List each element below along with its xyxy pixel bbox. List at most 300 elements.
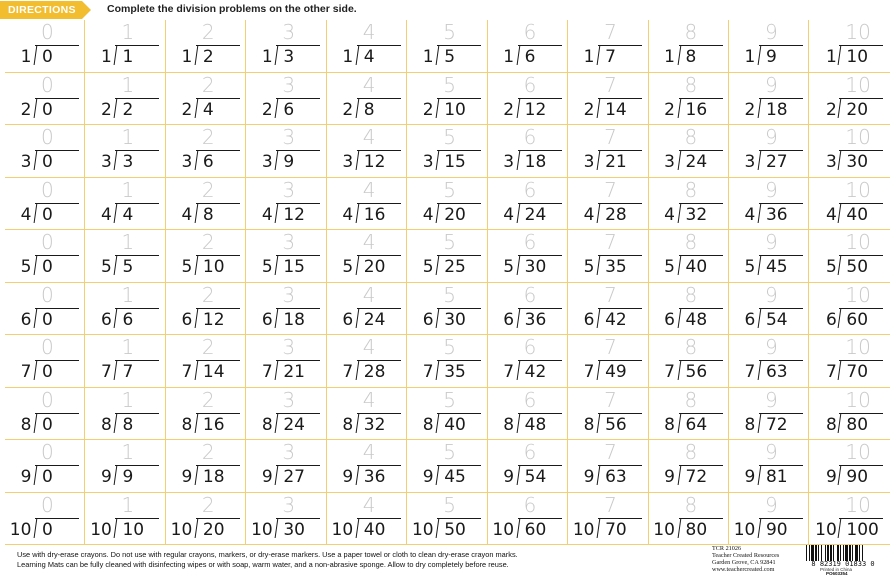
division-bar: [35, 98, 79, 99]
divisor: 3: [503, 152, 515, 172]
division-problem: [729, 230, 809, 283]
divisor: 4: [101, 204, 112, 225]
division-bar: [115, 308, 159, 309]
quotient-guide: 7: [604, 440, 617, 464]
divisor: 9: [20, 467, 32, 487]
dividend: 8: [122, 414, 134, 435]
divisor: 1: [422, 47, 434, 67]
divisor: 4: [825, 204, 837, 225]
quotient-guide: 4: [362, 230, 376, 254]
division-problem: [85, 283, 165, 336]
divisor: 7: [181, 362, 193, 382]
directions-tag: DIRECTIONS: [0, 1, 82, 19]
division-bar: [598, 255, 642, 256]
quotient-guide: 3: [282, 230, 296, 254]
division-problem: [85, 73, 165, 126]
barcode-number: 8 82319 01833 0: [811, 560, 875, 568]
division-problem: [809, 388, 889, 441]
division-bar: [437, 308, 481, 309]
division-bar: [518, 518, 562, 519]
dividend: 8: [685, 47, 697, 67]
dividend: 21: [283, 362, 305, 382]
quotient-guide: 1: [121, 125, 135, 149]
divisor: 6: [503, 309, 515, 330]
quotient-guide: 2: [201, 440, 215, 464]
division-problem: [166, 440, 246, 493]
division-bar: [357, 308, 401, 309]
division-bar: [35, 465, 79, 466]
dividend: 4: [202, 99, 214, 120]
divisor: 3: [181, 152, 193, 172]
divisor: 6: [101, 309, 112, 330]
division-bar: [839, 465, 883, 466]
division-problem: [568, 20, 648, 73]
division-bar: [35, 360, 79, 361]
dividend: 45: [444, 467, 466, 487]
quotient-guide: 0: [41, 282, 54, 307]
dividend: 70: [605, 519, 627, 540]
division-bar: [759, 255, 803, 256]
divisor: 5: [181, 257, 193, 277]
quotient-guide: 2: [201, 335, 215, 359]
division-bar: [839, 308, 883, 309]
division-bar: [518, 203, 562, 204]
dividend: 6: [122, 309, 134, 330]
care-line-2: Learning Mats can be fully cleaned with disinfecting wipes or with soap, warm water, and a non-abrasive sponge. Allow to dry completely before reuse.: [17, 559, 509, 569]
dividend: 28: [363, 362, 386, 382]
divisor: 9: [583, 467, 595, 487]
quotient-guide: 7: [604, 335, 617, 359]
division-problem: [246, 335, 326, 388]
divisor: 1: [261, 47, 273, 67]
division-bar: [759, 45, 803, 46]
dividend: 50: [846, 257, 869, 277]
care-line-1: Use with dry-erase crayons. Do not use with regular crayons, markers, or dry-erase markers. Use a paper towel or cloth to clean dry-erase crayon marks.: [17, 550, 518, 559]
division-bar: [35, 413, 79, 414]
divisor: 9: [503, 467, 515, 487]
divisor: 6: [20, 309, 32, 330]
division-bar: [679, 518, 723, 519]
quotient-guide: 6: [523, 72, 537, 97]
division-bar: [437, 413, 481, 414]
divisor: 8: [342, 414, 354, 435]
divisor: 8: [101, 414, 112, 435]
division-bar: [35, 150, 79, 151]
dividend: 90: [765, 519, 788, 540]
dividend: 18: [202, 467, 225, 487]
divisor: 7: [503, 362, 515, 382]
division-bar: [839, 98, 883, 99]
publisher-site: www.teachercreated.com: [712, 566, 775, 573]
divisor: 6: [744, 309, 756, 330]
dividend: 48: [685, 309, 708, 330]
division-problem: [809, 440, 889, 493]
quotient-guide: 8: [684, 230, 698, 254]
division-bar: [437, 45, 481, 46]
dividend: 28: [605, 204, 627, 225]
dividend: 80: [846, 414, 869, 435]
division-problem: [5, 388, 85, 441]
divisor: 6: [583, 309, 595, 330]
division-problem: [407, 73, 487, 126]
division-problem: [166, 388, 246, 441]
division-bar: [357, 203, 401, 204]
division-problem: [568, 230, 648, 283]
divisor: 5: [825, 257, 837, 277]
division-bar: [115, 203, 159, 204]
quotient-guide: 10: [845, 230, 871, 254]
divisor: 7: [744, 362, 756, 382]
division-problem: [5, 335, 85, 388]
dividend: 0: [42, 257, 53, 277]
quotient-guide: 0: [41, 72, 54, 97]
dividend: 1: [122, 47, 134, 67]
division-problem: [568, 73, 648, 126]
division-problem: [488, 335, 568, 388]
quotient-guide: 0: [41, 230, 54, 254]
dividend: 0: [42, 204, 53, 225]
quotient-guide: 5: [443, 335, 456, 359]
division-problem: [246, 493, 326, 546]
division-problem: [85, 440, 165, 493]
division-bar: [598, 308, 642, 309]
divisor: 8: [181, 414, 193, 435]
dividend: 32: [363, 414, 386, 435]
division-bar: [437, 360, 481, 361]
division-problem: [327, 388, 407, 441]
divisor: 4: [664, 204, 675, 225]
division-problem: [809, 178, 889, 231]
divisor: 1: [503, 47, 515, 67]
dividend: 48: [524, 414, 547, 435]
division-bar: [598, 98, 642, 99]
divisor: 6: [825, 309, 837, 330]
dividend: 27: [283, 467, 305, 487]
division-bar: [839, 150, 883, 151]
division-problem: [729, 283, 809, 336]
division-problem: [85, 388, 165, 441]
dividend: 9: [283, 152, 295, 172]
divisor: 7: [583, 362, 595, 382]
division-bar: [276, 98, 320, 99]
quotient-guide: 8: [684, 72, 698, 97]
quotient-guide: 5: [443, 282, 456, 307]
division-bar: [759, 413, 803, 414]
quotient-guide: 7: [604, 125, 617, 149]
quotient-guide: 2: [201, 230, 215, 254]
division-bar: [759, 360, 803, 361]
dividend: 20: [846, 99, 869, 120]
division-bar: [759, 203, 803, 204]
quotient-guide: 1: [121, 335, 135, 359]
quotient-guide: 7: [604, 230, 617, 254]
division-problem: [5, 178, 85, 231]
quotient-guide: 3: [282, 440, 296, 464]
quotient-guide: 5: [443, 72, 456, 97]
division-bar: [518, 150, 562, 151]
division-problem: [327, 73, 407, 126]
quotient-guide: 10: [845, 125, 871, 149]
division-problem: [327, 125, 407, 178]
dividend: 36: [765, 204, 788, 225]
quotient-guide: 0: [41, 335, 54, 359]
divisor: 10: [251, 519, 273, 540]
quotient-guide: 8: [684, 335, 698, 359]
division-problem: [649, 125, 729, 178]
division-bar: [196, 203, 240, 204]
division-problem: [488, 283, 568, 336]
division-problem: [327, 440, 407, 493]
division-bar: [598, 150, 642, 151]
dividend: 15: [283, 257, 305, 277]
quotient-guide: 7: [604, 177, 617, 202]
dividend: 40: [846, 204, 869, 225]
division-problem: [246, 20, 326, 73]
divisor: 9: [664, 467, 675, 487]
division-problem: [166, 73, 246, 126]
dividend: 0: [42, 47, 53, 67]
division-problem: [729, 493, 809, 546]
quotient-guide: 3: [282, 282, 296, 307]
divisor: 8: [261, 414, 273, 435]
dividend: 16: [685, 99, 708, 120]
division-bar: [598, 413, 642, 414]
division-bar: [518, 255, 562, 256]
divisor: 8: [583, 414, 595, 435]
publisher-info: [712, 545, 779, 573]
quotient-guide: 6: [523, 20, 537, 44]
division-problem: [246, 230, 326, 283]
dividend: 49: [605, 362, 627, 382]
dividend: 35: [444, 362, 466, 382]
dividend: 24: [283, 414, 305, 435]
divisor: 6: [664, 309, 675, 330]
quotient-guide: 7: [604, 20, 617, 44]
divisor: 10: [170, 519, 193, 540]
divisor: 10: [572, 519, 595, 540]
divisor: 3: [342, 152, 354, 172]
quotient-guide: 2: [201, 492, 215, 517]
division-bar: [598, 518, 642, 519]
quotient-guide: 6: [523, 177, 537, 202]
quotient-guide: 10: [845, 20, 871, 44]
quotient-guide: 3: [282, 125, 296, 149]
division-problem: [649, 388, 729, 441]
quotient-guide: 10: [845, 282, 871, 307]
quotient-guide: 5: [443, 125, 456, 149]
division-bar: [196, 98, 240, 99]
division-bar: [276, 413, 320, 414]
dividend: 4: [122, 204, 134, 225]
divisor: 5: [342, 257, 354, 277]
quotient-guide: 1: [121, 387, 135, 412]
division-bar: [276, 203, 320, 204]
quotient-guide: 9: [764, 177, 778, 202]
quotient-guide: 4: [362, 440, 376, 464]
quotient-guide: 6: [523, 230, 537, 254]
divisor: 2: [342, 99, 354, 120]
quotient-guide: 3: [282, 387, 296, 412]
division-bar: [759, 308, 803, 309]
division-bar: [115, 45, 159, 46]
dividend: 0: [42, 414, 53, 435]
division-problem: [649, 20, 729, 73]
divisor: 4: [744, 204, 756, 225]
dividend: 42: [524, 362, 547, 382]
dividend: 30: [846, 152, 869, 172]
division-bar: [839, 413, 883, 414]
quotient-guide: 3: [282, 492, 296, 517]
division-problem: [5, 20, 85, 73]
division-problem: [5, 440, 85, 493]
quotient-guide: 1: [121, 230, 135, 254]
division-bar: [196, 360, 240, 361]
quotient-guide: 9: [764, 440, 778, 464]
divisor: 10: [9, 519, 32, 540]
division-problem: [246, 283, 326, 336]
division-problem: [729, 440, 809, 493]
division-bar: [115, 360, 159, 361]
quotient-guide: 3: [282, 72, 296, 97]
dividend: 16: [202, 414, 225, 435]
division-problem: [729, 335, 809, 388]
divisor: 1: [20, 47, 32, 67]
divisor: 9: [422, 467, 434, 487]
quotient-guide: 8: [684, 20, 698, 44]
division-problem: [246, 178, 326, 231]
divisor: 10: [331, 519, 354, 540]
divisor: 5: [503, 257, 515, 277]
quotient-guide: 10: [845, 492, 871, 517]
divisor: 9: [744, 467, 756, 487]
division-bar: [437, 98, 481, 99]
divisor: 7: [825, 362, 837, 382]
division-bar: [35, 203, 79, 204]
division-bar: [679, 308, 723, 309]
divisor: 1: [101, 47, 112, 67]
division-problem: [166, 493, 246, 546]
quotient-guide: 9: [764, 335, 778, 359]
divisor: 1: [583, 47, 595, 67]
division-problem: [649, 230, 729, 283]
division-problem: [729, 73, 809, 126]
division-bar: [518, 413, 562, 414]
divisor: 6: [261, 309, 273, 330]
dividend: 63: [765, 362, 788, 382]
division-bar: [518, 98, 562, 99]
division-problem: [568, 335, 648, 388]
division-problem: [809, 283, 889, 336]
division-bar: [518, 45, 562, 46]
quotient-guide: 6: [523, 387, 537, 412]
dividend: 4: [363, 47, 375, 67]
dividend: 70: [846, 362, 869, 382]
division-problem: [809, 20, 889, 73]
divisor: 8: [422, 414, 434, 435]
division-problem: [488, 20, 568, 73]
division-problem: [246, 125, 326, 178]
division-problem: [809, 493, 889, 546]
divisor: 2: [422, 99, 434, 120]
division-problem: [568, 493, 648, 546]
divisor: 10: [815, 519, 837, 540]
dividend: 2: [122, 99, 134, 120]
divisor: 2: [583, 99, 595, 120]
quotient-guide: 6: [523, 492, 537, 517]
division-bar: [437, 518, 481, 519]
division-problem: [246, 388, 326, 441]
dividend: 50: [444, 519, 466, 540]
divisor: 3: [101, 152, 112, 172]
dividend: 21: [605, 152, 627, 172]
dividend: 10: [846, 47, 869, 67]
dividend: 56: [605, 414, 627, 435]
quotient-guide: 9: [764, 387, 778, 412]
divisor: 10: [90, 519, 112, 540]
quotient-guide: 6: [523, 125, 537, 149]
dividend: 60: [524, 519, 547, 540]
dividend: 10: [202, 257, 225, 277]
quotient-guide: 2: [201, 177, 215, 202]
dividend: 30: [444, 309, 466, 330]
division-problem: [407, 440, 487, 493]
dividend: 10: [122, 519, 145, 540]
divisor: 10: [492, 519, 515, 540]
division-problem: [85, 125, 165, 178]
division-bar: [115, 150, 159, 151]
quotient-guide: 0: [41, 177, 54, 202]
quotient-guide: 1: [121, 177, 135, 202]
quotient-guide: 2: [201, 282, 215, 307]
division-problem: [5, 283, 85, 336]
divisor: 5: [261, 257, 273, 277]
division-problem: [649, 440, 729, 493]
dividend: 18: [283, 309, 305, 330]
division-problem: [649, 335, 729, 388]
quotient-guide: 5: [443, 387, 456, 412]
publisher-name: Teacher Created Resources: [712, 552, 780, 559]
quotient-guide: 1: [121, 72, 135, 97]
divisor: 1: [744, 47, 756, 67]
division-problem: [166, 178, 246, 231]
divisor: 4: [261, 204, 273, 225]
dividend: 0: [42, 362, 53, 382]
divisor: 9: [181, 467, 193, 487]
quotient-guide: 2: [201, 72, 215, 97]
division-bar: [679, 255, 723, 256]
dividend: 40: [685, 257, 708, 277]
dividend: 0: [42, 99, 53, 120]
dividend: 6: [202, 152, 214, 172]
divisor: 6: [181, 309, 193, 330]
dividend: 81: [765, 467, 788, 487]
division-problem: [488, 73, 568, 126]
division-problem: [407, 20, 487, 73]
divisor: 3: [422, 152, 434, 172]
division-problem: [5, 230, 85, 283]
dividend: 0: [42, 152, 53, 172]
barcode-bar: [863, 545, 865, 561]
dividend: 20: [444, 204, 466, 225]
dividend: 100: [846, 519, 879, 540]
division-bar: [518, 360, 562, 361]
division-problem: [809, 335, 889, 388]
quotient-guide: 4: [362, 125, 376, 149]
divisor: 3: [261, 152, 273, 172]
quotient-guide: 8: [684, 282, 698, 307]
quotient-guide: 3: [282, 20, 296, 44]
divisor: 8: [20, 414, 32, 435]
